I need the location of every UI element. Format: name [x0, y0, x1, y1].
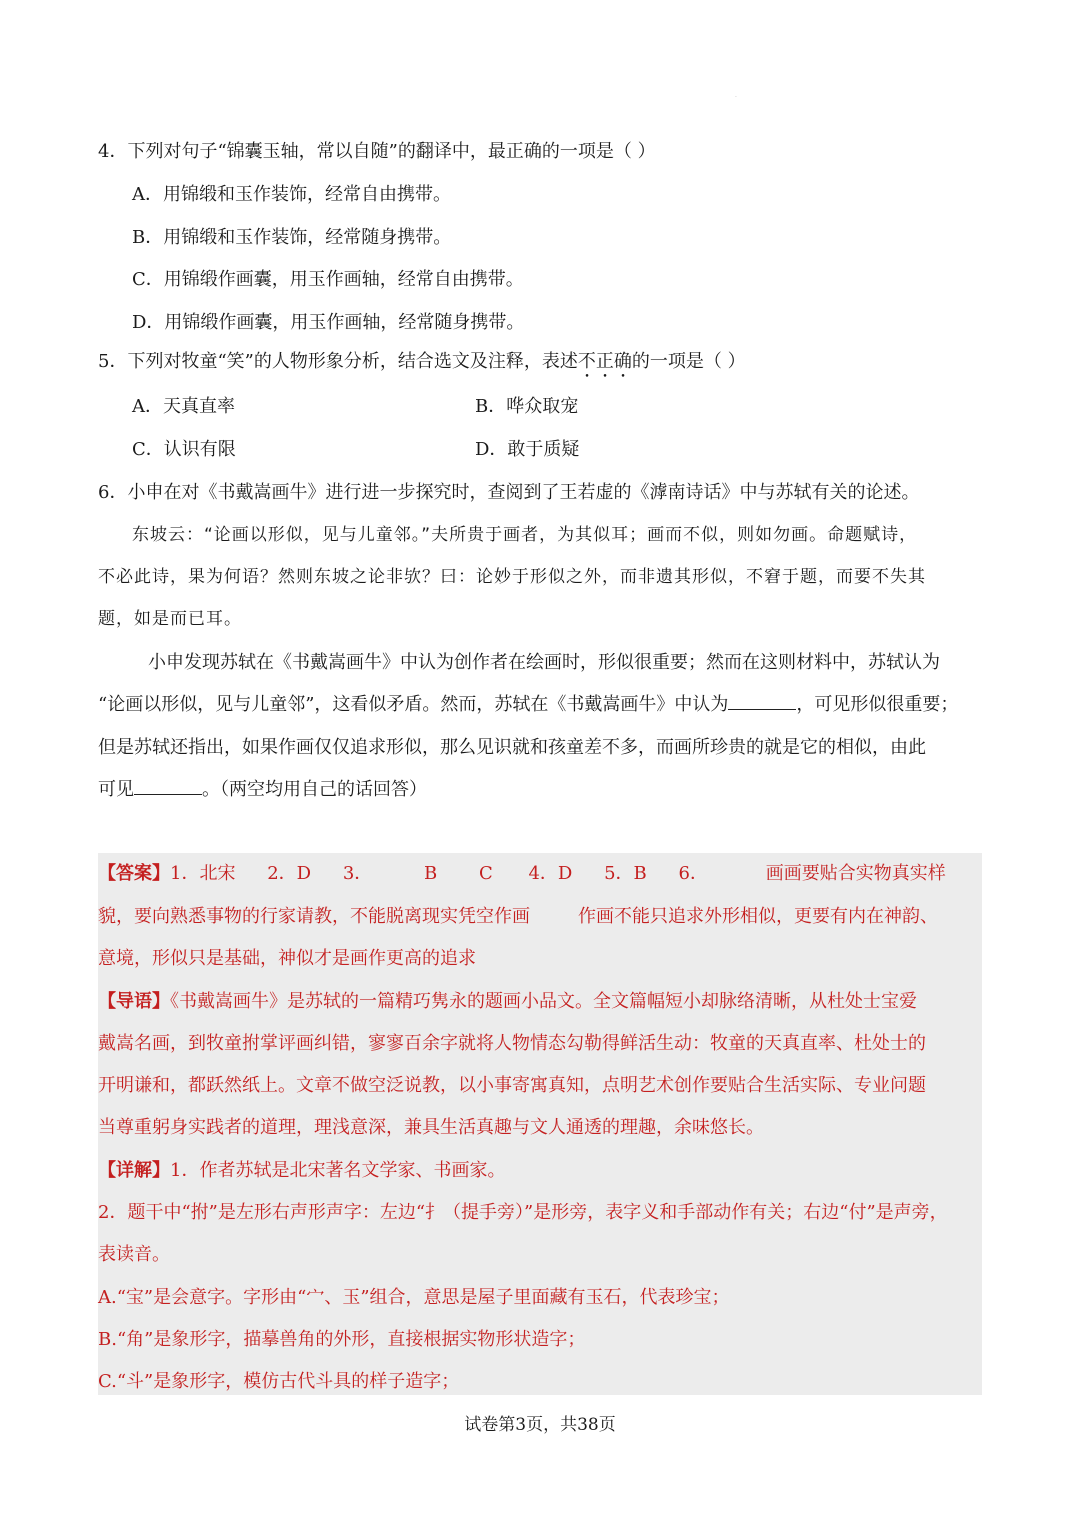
q4-option-c: C．用锦缎作画囊，用玉作画轴，经常自由携带。 [132, 269, 524, 290]
q4-option-d: D．用锦缎作画囊，用玉作画轴，经常随身携带。 [132, 312, 525, 333]
detail-line-2: 2．题干中“拊”是左形右声形声字：左边“扌（提手旁）”是形旁，表字义和手部动作有关；右边“付”是声旁， [98, 1202, 948, 1223]
q5-option-a: A．天真直率 [132, 396, 235, 417]
q6-blank-2[interactable] [134, 778, 202, 795]
q5-stem-part3: 的一项是（ ） [631, 351, 746, 372]
q6-quote-line-2: 不必此诗，果为何语？然则东坡之论非欤？曰：论妙于形似之外，而非遗其形似，不窘于题，而要不失其 [98, 567, 926, 587]
answer-3-b: B [424, 863, 438, 884]
answer-6-part1-cont: 貌，要向熟悉事物的行家请教，不能脱离现实凭空作画 [98, 906, 530, 927]
answer-tag: 【答案】 [98, 863, 170, 884]
q6-para-line-4-text: 可见 [98, 779, 134, 800]
answer-4: 4．D [528, 863, 573, 884]
q6-para-line-4 [98, 778, 427, 802]
q4-stem: 4．下列对句子“锦囊玉轴，常以自随”的翻译中，最正确的一项是（ ） [98, 141, 656, 162]
q5-option-b: B．哗众取宠 [475, 396, 579, 417]
q4-option-a: A．用锦缎和玉作装饰，经常自由携带。 [132, 184, 451, 205]
answer-2: 2．D [267, 863, 312, 884]
q6-para-line-2 [98, 693, 958, 717]
detail-text-1: 1．作者苏轼是北宋著名文学家、书画家。 [170, 1160, 506, 1181]
answer-1: 1．北宋 [170, 863, 236, 884]
detail-line-b: B.“角”是象形字，描摹兽角的外形，直接根据实物形状造字； [98, 1329, 586, 1350]
answer-line-2 [98, 905, 938, 929]
guide-tag: 【导语】 [98, 991, 170, 1012]
q6-quote-line-1: 东坡云：“论画以形似，见与儿童邻。”夫所贵于画者，为其似耳；画而不似，则如勿画。命题赋诗， [132, 525, 918, 545]
answer-line-1 [98, 862, 946, 886]
answer-3-c: C [478, 863, 493, 884]
detail-tag: 【详解】 [98, 1160, 170, 1181]
q5-option-d: D．敢于质疑 [475, 439, 580, 460]
q5-option-c: C．认识有限 [132, 439, 236, 460]
answer-3: 3． [342, 863, 373, 884]
q5-stem [98, 350, 746, 382]
page-footer: 试卷第3页，共38页 [464, 1415, 616, 1435]
q6-para-line-3: 但是苏轼还指出，如果作画仅仅追求形似，那么见识就和孩童差不多，而画所珍贵的就是它的相似，由此 [98, 737, 926, 758]
q6-blank-1[interactable] [728, 693, 796, 710]
q6-para-line-2-text: “论画以形似，见与儿童邻”，这看似矛盾。然而，苏轼在《书戴嵩画牛》中认为 [98, 694, 729, 715]
q6-para-line-1: 小申发现苏轼在《书戴嵩画牛》中认为创作者在绘画时，形似很重要；然而在这则材料中，苏轼认为 [148, 652, 940, 673]
detail-line-3: 表读音。 [98, 1244, 170, 1265]
detail-line-c: C.“斗”是象形字，模仿古代斗具的样子造字； [98, 1371, 460, 1392]
guide-line-2: 戴嵩名画，到牧童拊掌评画纠错，寥寥百余字就将人物情态勾勒得鲜活生动：牧童的天真直率、杜处士的 [98, 1033, 926, 1054]
guide-line-3: 开明谦和，都跃然纸上。文章不做空泛说教，以小事寄寓真知，点明艺术创作要贴合生活实际、专业问题 [98, 1075, 926, 1096]
answer-line-3: 意境，形似只是基础，神似才是画作更高的追求 [98, 948, 476, 969]
q6-quote-line-3: 题，如是而已耳。 [98, 609, 242, 629]
scan-mark: . [735, 92, 737, 99]
q6-stem: 6．小申在对《书戴嵩画牛》进行进一步探究时，查阅到了王若虚的《滹南诗话》中与苏轼有关的论述。 [98, 482, 920, 503]
detail-line-1 [98, 1159, 505, 1183]
answer-6-part1: 画画要贴合实物真实样 [765, 863, 946, 884]
q6-para-line-2-tail: ，可见形似很重要； [796, 694, 959, 715]
answer-6: 6． [678, 863, 708, 884]
guide-line-4: 当尊重躬身实践者的道理，理浅意深，兼具生活真趣与文人通透的理趣，余味悠长。 [98, 1117, 764, 1138]
detail-line-a: A.“宝”是会意字。字形由“宀、玉”组合，意思是屋子里面藏有玉石，代表珍宝； [98, 1287, 730, 1308]
answer-5: 5．B [604, 863, 647, 884]
q5-stem-part1: 5．下列对牧童“笑”的人物形象分析，结合选文及注释，表述 [98, 351, 578, 372]
q5-stem-emphasis: 不正确 [577, 351, 632, 372]
guide-text-1: 《书戴嵩画牛》是苏轼的一篇精巧隽永的题画小品文。全文篇幅短小却脉络清晰，从杜处士宝爱 [170, 991, 917, 1012]
guide-line-1 [98, 990, 917, 1014]
q6-para-line-4-tail: 。（两空均用自己的话回答） [202, 779, 427, 800]
answer-6-part2: 作画不能只追求外形相似，更要有内在神韵、 [578, 906, 938, 927]
q4-option-b: B．用锦缎和玉作装饰，经常随身携带。 [132, 227, 452, 248]
